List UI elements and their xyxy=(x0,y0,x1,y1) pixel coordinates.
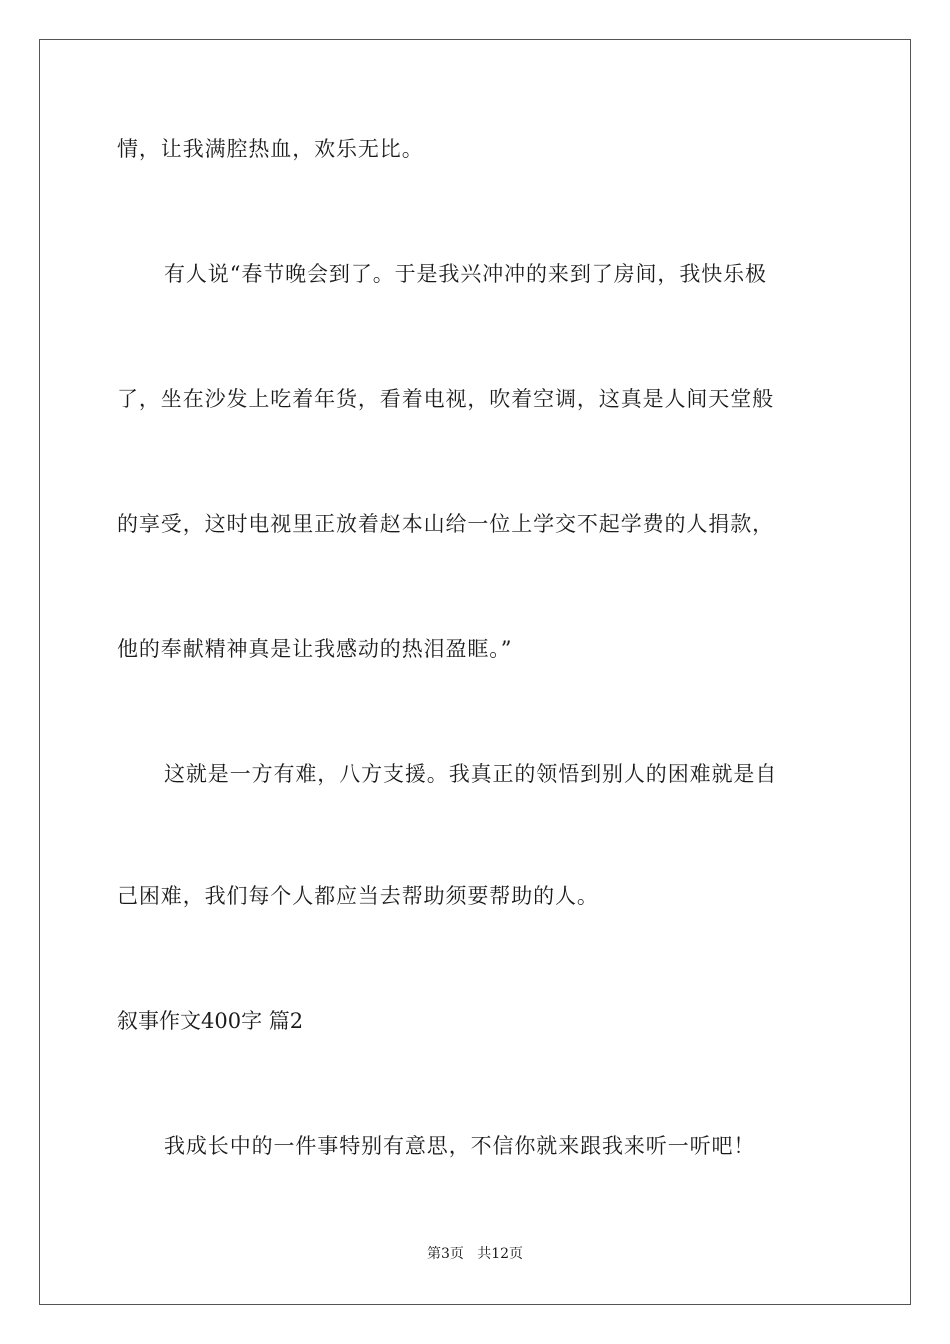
text-line: 的享受，这时电视里正放着赵本山给一位上学交不起学费的人捐款， xyxy=(117,512,774,536)
paragraph-start-line: 有人说“春节晚会到了。于是我兴冲冲的来到了房间，我快乐极 xyxy=(164,262,767,286)
text-line: 了，坐在沙发上吃着年货，看着电视，吹着空调，这真是人间天堂般 xyxy=(117,387,774,411)
section-heading: 叙事作文400字 篇2 xyxy=(117,1009,304,1033)
text-line: 他的奉献精神真是让我感动的热泪盈眶。” xyxy=(117,637,513,661)
text-line: 情，让我满腔热血，欢乐无比。 xyxy=(117,137,424,161)
text-line: 己困难，我们每个人都应当去帮助须要帮助的人。 xyxy=(117,884,599,908)
page-number-footer: 第3页 共12页 xyxy=(426,1246,524,1262)
paragraph-start-line: 这就是一方有难，八方支援。我真正的领悟到别人的困难就是自 xyxy=(164,762,778,786)
page-border xyxy=(39,39,911,1305)
paragraph-start-line: 我成长中的一件事特别有意思，不信你就来跟我来听一听吧！ xyxy=(164,1134,756,1158)
